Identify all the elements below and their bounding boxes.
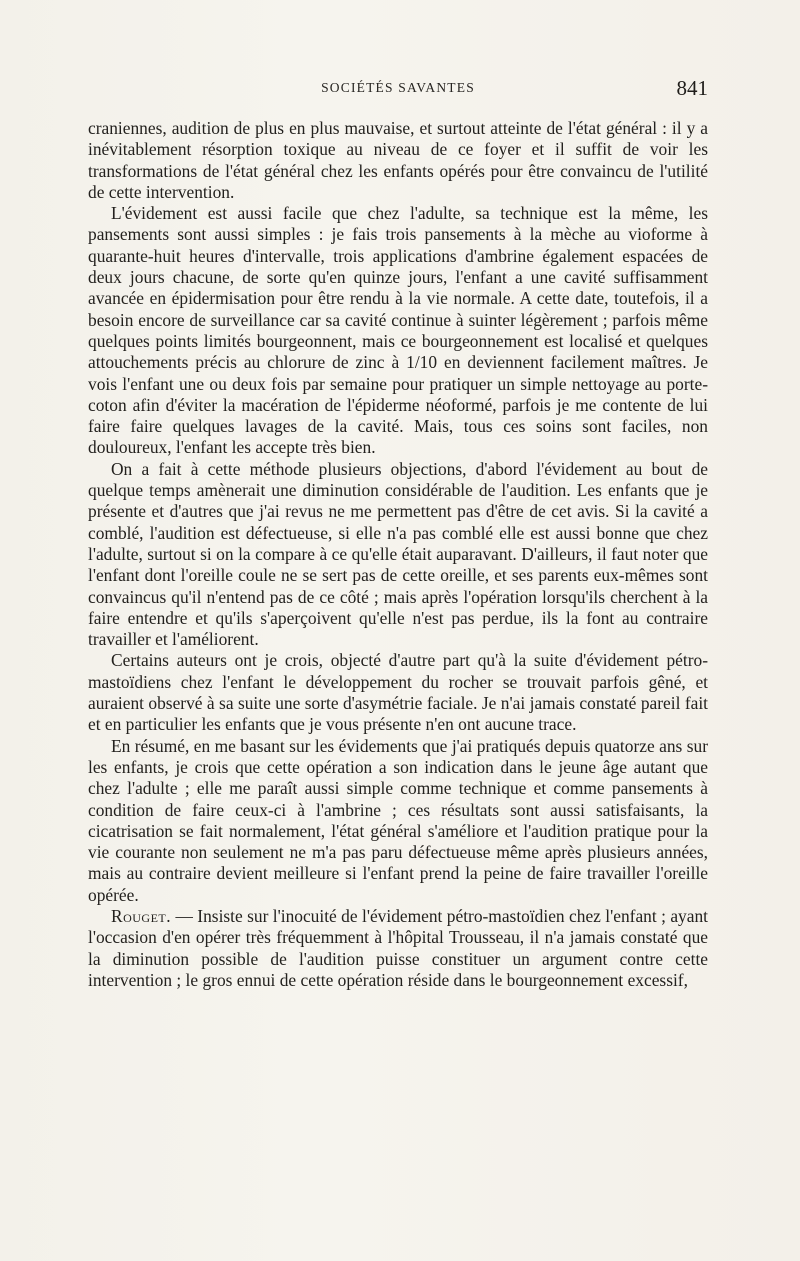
paragraph-3: On a fait à cette méthode plusieurs objections, d'abord l'évidement au bout de quelque temps amènerait une diminution considérable de l'audition. Les enfants que je présente et d'autres que j'ai revus ne me permettent pas d'être de cet avis. Si la cavité a comblé, l'audition est défectueuse, si elle n'a pas comblé elle est aussi bonne que chez l'adulte, surtout si on la compare à ce qu'elle était auparavant. D'ailleurs, il faut noter que l'enfant dont l'oreille coule ne se sert pas de cette oreille, et ses parents eux-mêmes sont convaincus qu'il n'entend pas de ce côté ; mais après l'opération lorsqu'ils cherchent à la faire entendre et qu'ils s'aperçoivent qu'elle n'est pas perdue, ils la font au contraire travailler et l'améliorent. [88, 458, 708, 650]
running-head: SOCIÉTÉS SAVANTES [321, 80, 475, 95]
speaker-name: Rouget. [111, 905, 172, 926]
paragraph-6-text: — Insiste sur l'inocuité de l'évidement pétro-mastoïdien chez l'enfant ; ayant l'occasion d'en opérer très fréquemment à l'hôpital Trousseau, il n'a jamais constaté que la diminution possible de l'audition puisse constituer un argument contre cette intervention ; le gros ennui de cette opération réside dans le bourgeonnement excessif, [88, 905, 708, 990]
page-number: 841 [676, 76, 708, 100]
paragraph-5: En résumé, en me basant sur les évidements que j'ai pratiqués depuis quatorze ans sur les enfants, je crois que cette opération a son indication dans le jeune âge autant que chez l'adulte ; elle me paraît aussi simple comme technique et comme pansements à condition de faire ceux-ci à l'ambrine ; ces résultats sont aussi satisfaisants, la cicatrisation se fait normalement, l'état général s'améliore et l'audition pratique pour la vie courante non seulement ne m'a pas paru défectueuse même après plusieurs années, mais au contraire devient meilleure si l'enfant prend la peine de faire travailler l'oreille opérée. [88, 735, 708, 905]
paragraph-1: craniennes, audition de plus en plus mauvaise, et surtout atteinte de l'état général : il y a inévitablement résorption toxique au niveau de ce foyer et il suffit de voir les transformations de l'état général chez les enfants opérés pour être convaincu de l'utilité de cette intervention. [88, 118, 708, 202]
paragraph-6 [88, 906, 708, 991]
body-text [88, 118, 708, 991]
page-header [88, 76, 708, 106]
paragraph-2: L'évidement est aussi facile que chez l'adulte, sa technique est la même, les pansements sont aussi simples : je fais trois pansements à la mèche au vioforme à quarante-huit heures d'intervalle, trois applications d'ambrine également espacées de deux jours chacune, de sorte qu'en quinze jours, l'enfant a une cavité suffisamment avancée en épidermisation pour être rendu à la vie normale. A cette date, toutefois, il a besoin encore de surveillance car sa cavité continue à suinter légèrement ; parfois même quelques points limités bourgeonnent, mais ce bourgeonnement est localisé et quelques attouchements précis au chlorure de zinc à 1/10 en deviennent facilement maîtres. Je vois l'enfant une ou deux fois par semaine pour pratiquer un simple nettoyage au porte-coton afin d'éviter la macération de l'épiderme néoformé, parfois je me contente de lui faire faire quelques lavages de la cavité. Mais, tous ces soins sont faciles, non douloureux, l'enfant les accepte très bien. [88, 203, 708, 458]
paragraph-4: Certains auteurs ont je crois, objecté d'autre part qu'à la suite d'évidement pétro-mastoïdiens chez l'enfant le développement du rocher se trouvait parfois gêné, et auraient observé à sa suite une sorte d'asymétrie faciale. Je n'ai jamais constaté pareil fait et en particulier les enfants que je vous présente n'en ont aucune trace. [88, 650, 708, 735]
